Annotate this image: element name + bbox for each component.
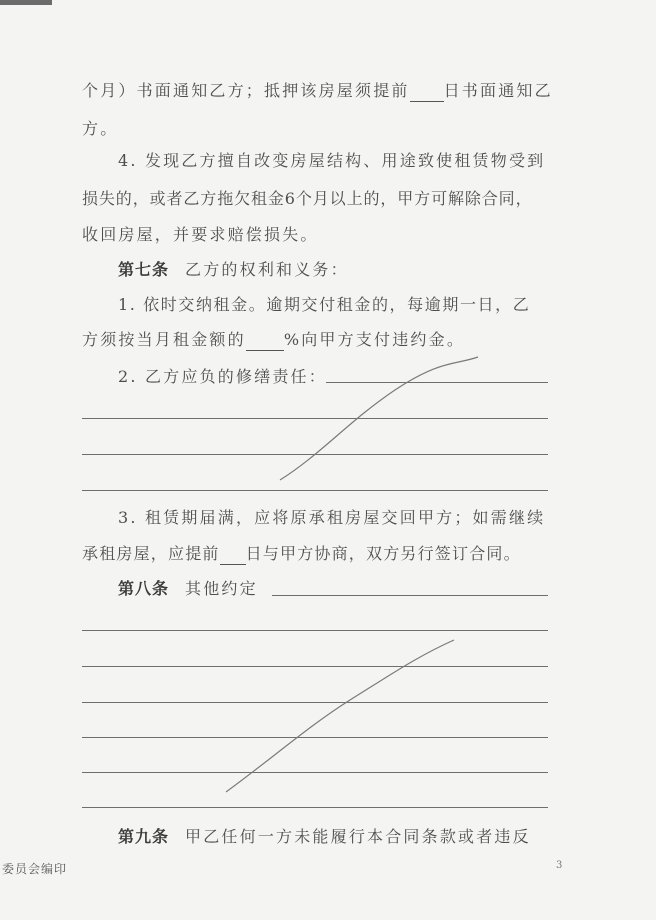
strike-line xyxy=(226,640,454,792)
line-text: 3. 租赁期届满，应将原承租房屋交回甲方；如需继续 xyxy=(118,508,546,527)
line-text: 方须按当月租金额的 xyxy=(82,330,246,349)
line-text: 1. 依时交纳租金。逾期交付租金的，每逾期一日，乙 xyxy=(118,295,531,314)
article-title: 甲乙任何一方未能履行本合同条款或者违反 xyxy=(185,827,531,846)
line-text: %向甲方支付违约金。 xyxy=(283,330,466,349)
line-text: 承租房屋，应提前 xyxy=(82,544,220,563)
line-text: 收回房屋，并要求赔偿损失。 xyxy=(82,225,319,244)
article-number: 第八条 xyxy=(118,579,170,598)
line-text: 方。 xyxy=(82,119,119,138)
article-title: 其他约定 xyxy=(185,579,258,598)
page-number: 3 xyxy=(556,860,563,871)
line-text: 4. 发现乙方擅自改变房屋结构、用途致使租赁物受到 xyxy=(118,151,546,170)
line-text: 日书面通知乙 xyxy=(443,81,553,100)
line-text: 2. 乙方应负的修缮责任： xyxy=(118,367,327,386)
article-title: 乙方的权利和义务： xyxy=(185,260,349,279)
line-text: 损失的，或者乙方拖欠租金6个月以上的，甲方可解除合同， xyxy=(82,189,533,208)
line-text: 个月）书面通知乙方；抵押该房屋须提前 xyxy=(82,81,410,100)
article-number: 第九条 xyxy=(118,827,170,846)
strike-line xyxy=(280,357,478,480)
line-text: 日与甲方协商，双方另行签订合同。 xyxy=(245,544,521,563)
article-number: 第七条 xyxy=(118,260,170,279)
footer-publisher: 委员会编印 xyxy=(2,862,68,876)
